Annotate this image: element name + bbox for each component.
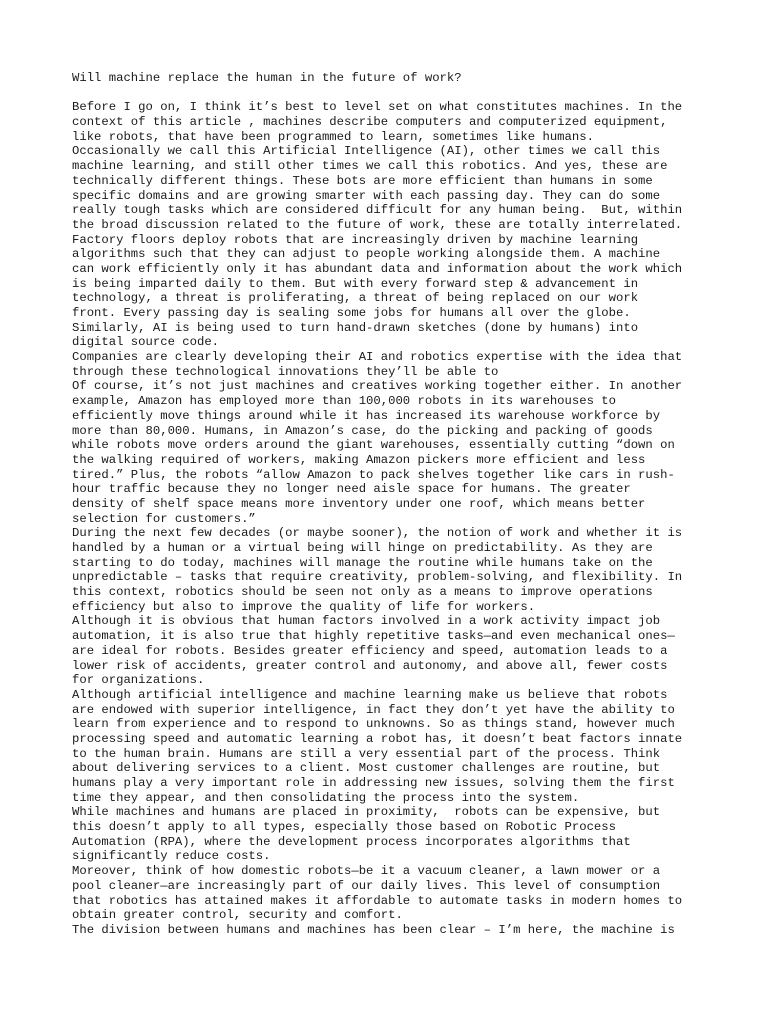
text-line: Although it is obvious that human factors involved in a work activity impact job [72,614,661,629]
text-line: while robots move orders around the giant warehouses, essentially cutting “down on [72,438,675,453]
text-line: to the human brain. Humans are still a very essential part of the process. Think [72,746,661,761]
text-line: algorithms such that they can adjust to people working alongside them. A machine [72,247,661,262]
text-line: technology, a threat is proliferating, a threat of being replaced on our work [72,291,639,306]
text-line: Companies are clearly developing their AI and robotics expertise with the idea that [72,350,683,365]
text-line: like robots, that have been programmed to learn, sometimes like humans. [72,129,594,144]
text-line: front. Every passing day is sealing some jobs for humans all over the globe. [72,306,631,320]
text-line: really tough tasks which are considered difficult for any human being. But, within [72,203,683,218]
text-line: Although artificial intelligence and machine learning make us believe that robots [72,687,668,702]
text-line: selection for customers.” [72,511,256,526]
text-line: for organizations. [72,673,205,688]
text-line: is being imparted daily to them. But with every forward step & advancement in [72,276,639,291]
text-line: Similarly, AI is being used to turn hand-drawn sketches (done by humans) into [72,320,639,335]
text-line: technically different things. These bots are more efficient than humans in some [72,173,653,188]
text-line: Moreover, think of how domestic robots—be it a vacuum cleaner, a lawn mower or a [72,864,661,879]
blank-line [72,86,712,101]
text-line: about delivering services to a client. Most customer challenges are routine, but [72,761,661,776]
text-line: processing speed and automatic learning a robot has, it doesn’t beat factors innate [72,731,683,746]
text-line: obtain greater control, security and comfort. [72,908,403,923]
text-line: time they appear, and then consolidating the process into the system. [72,790,580,805]
text-line: through these technological innovations they’ll be able to [72,364,499,379]
text-line: digital source code. [72,335,220,350]
text-line: starting to do today, machines will manage the routine while humans take on the [72,555,653,570]
text-line: tired.” Plus, the robots “allow Amazon to pack shelves together like cars in rush- [72,467,675,482]
text-line: can work efficiently only it has abundant data and information about the work which [72,261,683,276]
text-line: this doesn’t apply to all types, especially those based on Robotic Process [72,820,616,835]
text-line: learn from experience and to respond to unknowns. So as things stand, however much [72,717,675,732]
text-line: The division between humans and machines has been clear – I’m here, the machine is [72,922,675,937]
text-line: During the next few decades (or maybe sooner), the notion of work and whether it is [72,526,683,541]
text-line: hour traffic because they no longer need aisle space for humans. The greater [72,482,631,497]
text-line: more than 80,000. Humans, in Amazon’s case, do the picking and packing of goods [72,423,653,438]
text-line: pool cleaner—are increasingly part of our daily lives. This level of consumption [72,878,661,893]
text-line: significantly reduce costs. [72,849,271,864]
text-line: are ideal for robots. Besides greater efficiency and speed, automation leads to a [72,643,668,658]
text-line: the broad discussion related to the future of work, these are totally interrelated. [72,217,683,232]
text-line: that robotics has attained makes it affordable to automate tasks in modern homes to [72,893,683,908]
text-line: density of shelf space means more inventory under one roof, which means better [72,496,646,511]
text-line: Before I go on, I think it’s best to level set on what constitutes machines. In the [72,100,683,115]
text-line: Occasionally we call this Artificial Intelligence (AI), other times we call this [72,144,661,159]
text-line: Automation (RPA), where the development process incorporates algorithms that [72,834,631,849]
text-line: handled by a human or a virtual being will hinge on predictability. As they are [72,541,653,555]
text-line: specific domains and are growing smarter with each passing day. They can do some [72,188,661,203]
text-line: this context, robotics should be seen not only as a means to improve operations [72,585,653,600]
text-line: automation, it is also true that highly repetitive tasks—and even mechanical ones— [72,629,675,644]
document-body [72,71,712,938]
text-line: are endowed with superior intelligence, in fact they don’t yet have the ability to [72,702,675,717]
text-line: efficiently move things around while it has increased its warehouse workforce by [72,408,661,423]
text-line: context of this article , machines describe computers and computerized equipment, [72,115,668,130]
text-line: example, Amazon has employed more than 100,000 robots in its warehouses to [72,394,616,409]
text-line: efficiency but also to improve the quality of life for workers. [72,599,536,614]
text-line: machine learning, and still other times we call this robotics. And yes, these are [72,159,668,174]
text-line: Factory floors deploy robots that are increasingly driven by machine learning [72,232,639,247]
text-line: While machines and humans are placed in proximity, robots can be expensive, but [72,805,661,820]
text-line: the walking required of workers, making Amazon pickers more efficient and less [72,452,646,467]
text-line: lower risk of accidents, greater control and autonomy, and above all, fewer costs [72,658,668,673]
text-line: Of course, it’s not just machines and creatives working together either. In another [72,379,683,394]
text-line: humans play a very important role in addressing new issues, solving them the first [72,776,675,790]
text-line: unpredictable – tasks that require creativity, problem-solving, and flexibility. In [72,570,683,585]
document-title: Will machine replace the human in the future of work? [72,71,462,85]
